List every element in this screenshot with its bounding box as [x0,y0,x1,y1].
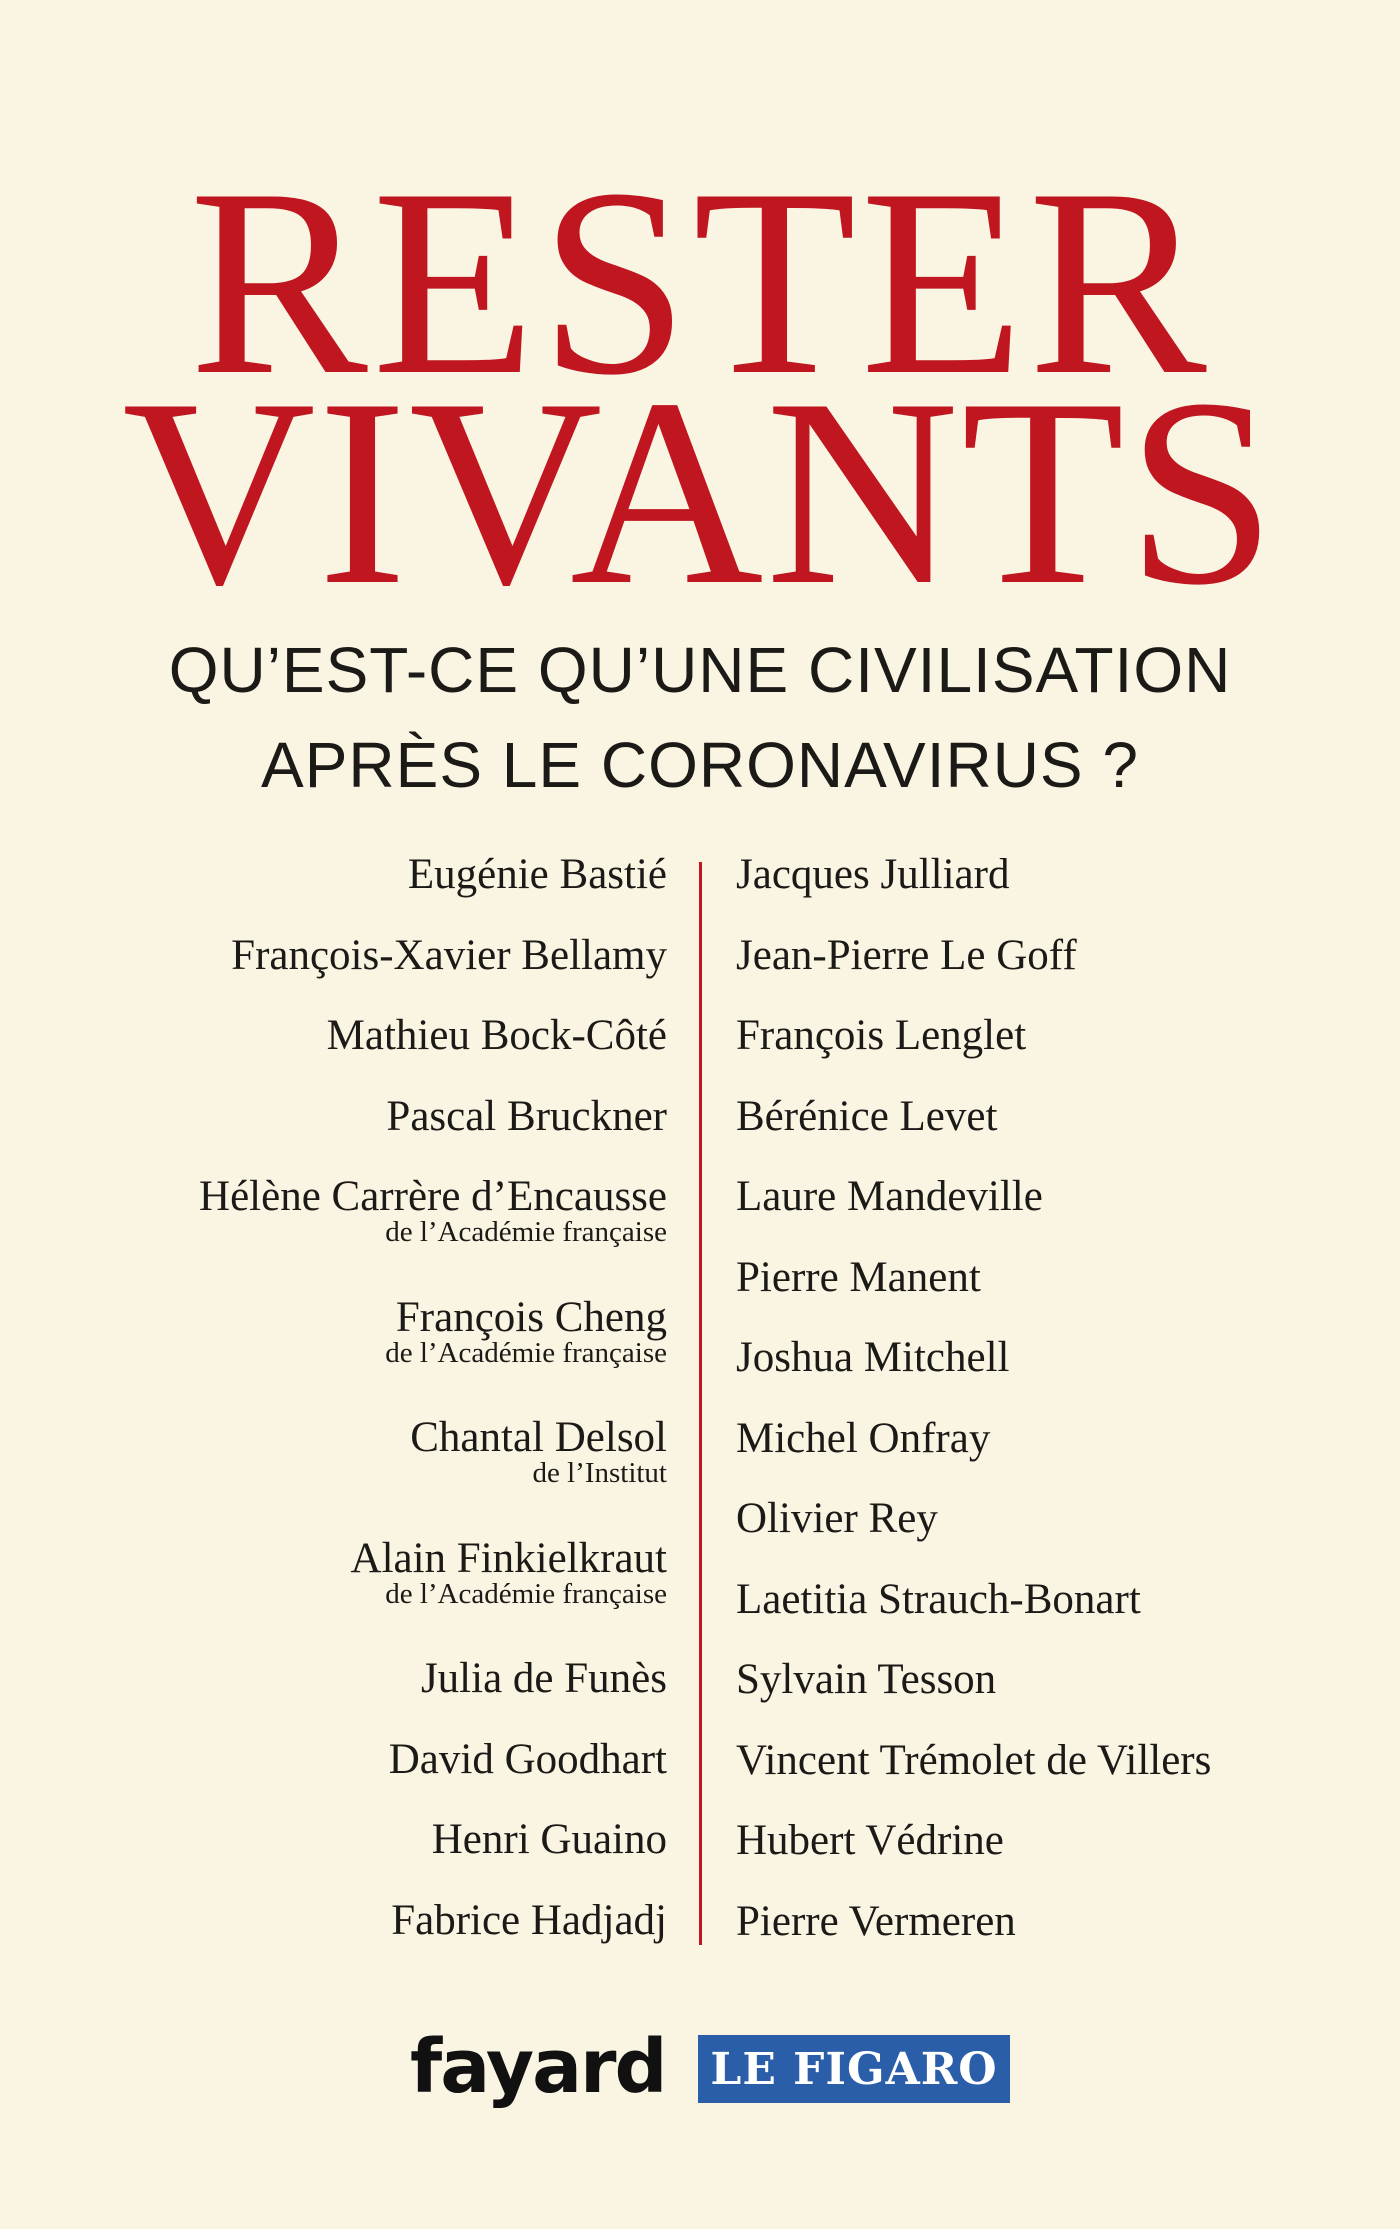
author-entry [0,933,667,1014]
author-name: Alain Finkielkraut [350,1534,667,1582]
author-name: Henri Guaino [431,1816,667,1863]
author-entry [736,1094,1376,1175]
author-entry [736,1657,1376,1738]
author-name: Laure Mandeville [736,1173,1043,1220]
author-name: Eugénie Bastié [407,851,667,898]
author-name: Jean-Pierre Le Goff [736,931,1077,979]
author-entry [736,1174,1376,1255]
author-entry [736,1013,1376,1094]
subtitle-line-2: APRÈS LE CORONAVIRUS ? [261,729,1139,801]
author-name: Vincent Trémolet de Villers [736,1736,1212,1784]
author-affiliation: de l’Académie française [385,1577,667,1610]
author-name: Hubert Védrine [736,1817,1004,1864]
column-divider [699,862,702,1945]
author-name: Pierre Vermeren [736,1897,1016,1945]
author-entry [0,1536,667,1657]
author-entry [0,1817,667,1898]
subtitle-line-1: QU’EST-CE QU’UNE CIVILISATION [168,634,1232,706]
author-entry [736,1255,1376,1336]
author-entry [736,1738,1376,1819]
author-affiliation: de l’Académie française [385,1336,667,1369]
author-entry [736,1496,1376,1577]
author-entry [0,1094,667,1175]
author-entry [0,852,667,933]
author-name: Laetitia Strauch-Bonart [736,1575,1141,1623]
author-affiliation: de l’Institut [532,1457,667,1490]
author-name: Olivier Rey [736,1495,938,1542]
authors-left-column [0,852,667,1978]
author-name: David Goodhart [388,1735,667,1783]
author-name: Chantal Delsol [410,1414,667,1461]
author-name: Pierre Manent [736,1253,981,1301]
fayard-logo: fayard [410,2024,666,2110]
le-figaro-logo-text: LE FIGARO [710,2043,998,2095]
title-line-2: VIVANTS [122,343,1278,640]
author-entry [736,1335,1376,1416]
author-name: Michel Onfray [736,1414,991,1462]
author-entry [0,1898,667,1979]
author-name: Julia de Funès [420,1655,667,1702]
author-name: François Lenglet [736,1012,1027,1059]
author-name: Mathieu Bock-Côté [326,1012,667,1059]
author-entry [0,1013,667,1094]
author-entry [0,1174,667,1295]
author-name: François-Xavier Bellamy [231,931,667,979]
author-entry [736,933,1376,1014]
author-name: Joshua Mitchell [736,1334,1010,1381]
author-name: Sylvain Tesson [736,1656,997,1703]
author-entry [0,1737,667,1818]
author-entry [0,1415,667,1536]
author-name: Fabrice Hadjadj [391,1896,667,1944]
author-entry [736,1818,1376,1899]
author-name: Bérénice Levet [736,1092,998,1140]
title-line-1: RESTER [189,133,1211,430]
author-affiliation: de l’Académie française [385,1216,667,1249]
le-figaro-logo [698,2035,1010,2103]
author-entry [736,1416,1376,1497]
author-name: François Cheng [395,1293,667,1341]
author-entry [736,852,1376,933]
author-entry [736,1577,1376,1658]
author-entry [736,1899,1376,1980]
authors-right-column [736,852,1376,1979]
author-name: Jacques Julliard [736,851,1010,898]
author-name: Pascal Bruckner [386,1092,667,1140]
author-entry [0,1656,667,1737]
author-entry [0,1295,667,1416]
author-name: Hélène Carrère d’Encausse [199,1173,667,1220]
